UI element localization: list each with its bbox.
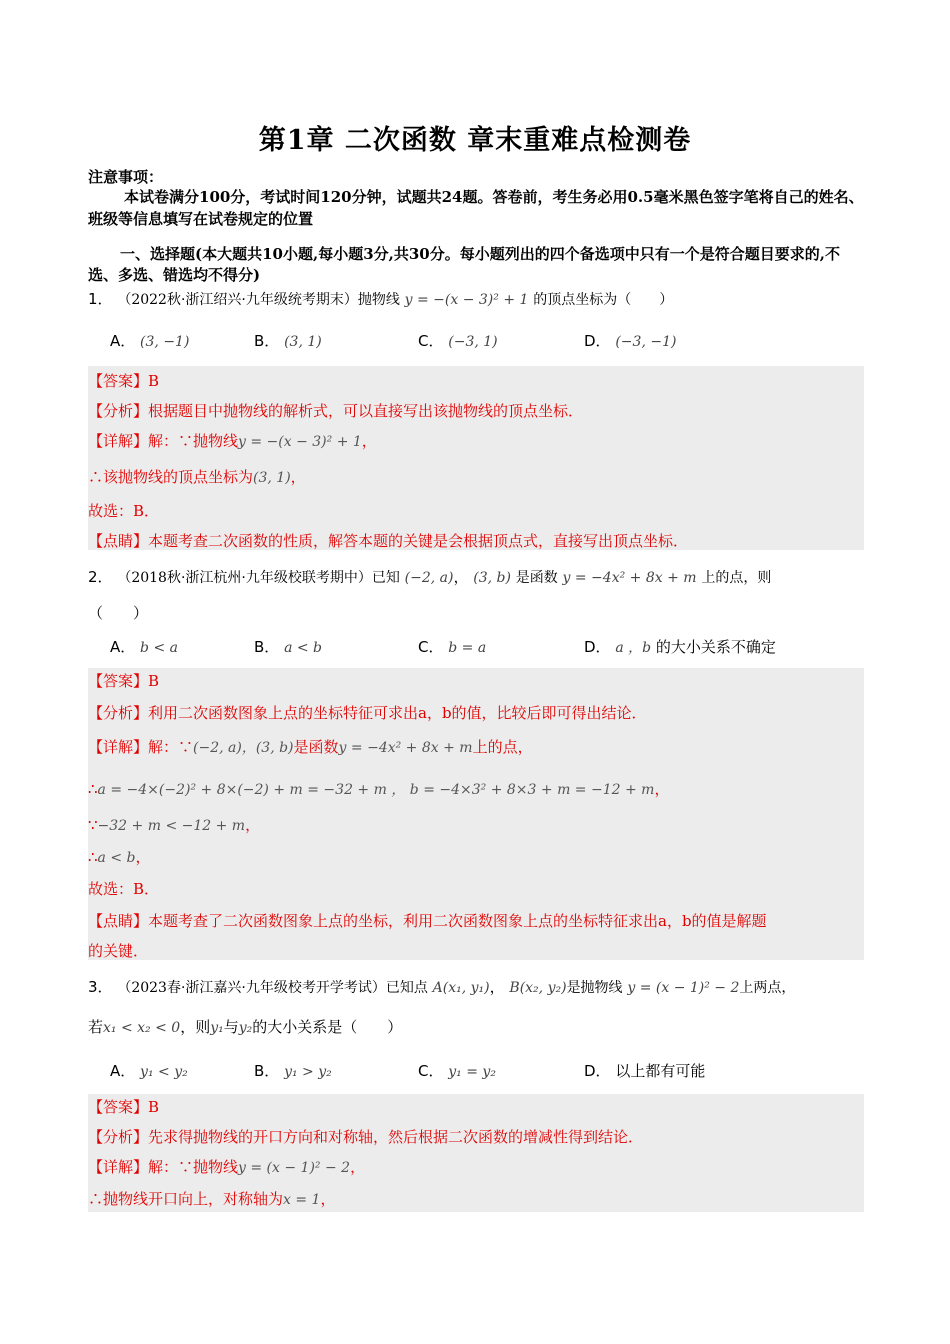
options-q3	[110, 1060, 870, 1084]
detail-line: 【详解】解：∵抛物线y = (x − 1)² − 2，	[88, 1158, 366, 1176]
option-d[interactable]: D． (−3, −1)	[584, 332, 677, 350]
question-number: 3．	[88, 978, 113, 996]
question-text-tail: 的顶点坐标为（ ）	[533, 292, 674, 308]
comment-line-2: 的关键．	[88, 942, 149, 960]
question-text: （2023春·浙江嘉兴·九年级校考开学考试）已知点	[117, 980, 428, 996]
math-expression: y = −(x − 3)² + 1	[404, 292, 529, 308]
option-a[interactable]: A． y₁ < y₂	[110, 1062, 188, 1080]
option-b[interactable]: B． (3, 1)	[254, 332, 322, 350]
option-b[interactable]: B． y₁ > y₂	[254, 1062, 332, 1080]
option-c[interactable]: C． b = a	[418, 638, 487, 656]
comment-line: 【点睛】本题考查了二次函数图象上点的坐标，利用二次函数图象上点的坐标特征求出a，b的值是解题	[88, 912, 767, 930]
analysis-line: 【分析】根据题目中抛物线的解析式，可以直接写出该抛物线的顶点坐标．	[88, 402, 584, 420]
option-b[interactable]: B． a < b	[254, 638, 323, 656]
question-text: （2018秋·浙江杭州·九年级校联考期中）已知	[117, 570, 400, 586]
question-3: 3． （2023春·浙江嘉兴·九年级校考开学考试）已知点 A(x₁, y₁)， B(x₂, y₂)是抛物线 y = (x − 1)² − 2上两点，	[88, 978, 796, 996]
answer-line: 【答案】B	[88, 1098, 160, 1116]
answer-line: 【答案】B	[88, 372, 160, 390]
answer-line: 【答案】B	[88, 672, 160, 690]
analysis-line: 【分析】利用二次函数图象上点的坐标特征可求出a，b的值，比较后即可得出结论．	[88, 704, 647, 722]
solution-box-q3	[88, 1094, 864, 1212]
detail-line-b: ∵−32 + m < −12 + m，	[88, 816, 261, 834]
question-number: 1．	[88, 290, 113, 308]
section-heading: 一、选择题(本大题共10小题,每小题3分,共30分。每小题列出的四个备选项中只有一个是符合题目要求的,不选、多选、错选均不得分)	[88, 245, 840, 284]
option-d[interactable]: D． 以上都有可能	[584, 1062, 706, 1080]
detail-line-2: ∴抛物线开口向上，对称轴为x = 1，	[88, 1190, 336, 1208]
option-a[interactable]: A． (3, −1)	[110, 332, 190, 350]
choose-line: 故选：B．	[88, 502, 160, 520]
option-c[interactable]: C． (−3, 1)	[418, 332, 498, 350]
page-title: 第1章 二次函数 章末重难点检测卷	[258, 125, 692, 156]
comment-line: 【点睛】本题考查二次函数的性质，解答本题的关键是会根据顶点式，直接写出顶点坐标．	[88, 532, 689, 550]
question-3-line2: 若x₁ < x₂ < 0，则y₁与y₂的大小关系是（ ）	[88, 1018, 403, 1036]
choose-line: 故选：B．	[88, 880, 160, 898]
question-text: （2022秋·浙江绍兴·九年级统考期末）抛物线	[117, 292, 400, 308]
question-2: 2． （2018秋·浙江杭州·九年级校联考期中）已知 (−2, a)， (3, b) 是函数 y = −4x² + 8x + m 上的点，则	[88, 568, 772, 586]
detail-line: 【详解】解：∵抛物线y = −(x − 3)² + 1，	[88, 432, 377, 450]
detail-line: 【详解】解：∵(−2, a)，(3, b)是函数y = −4x² + 8x + m上的点，	[88, 738, 533, 756]
solution-box-q2	[88, 668, 864, 960]
notice-heading: 注意事项：	[88, 168, 164, 186]
question-2-line2: （ ）	[88, 604, 149, 622]
detail-line-c: ∴a < b，	[88, 848, 151, 866]
detail-line-a: ∴a = −4×(−2)² + 8×(−2) + m = −32 + m ， b = −4×3² + 8×3 + m = −12 + m，	[88, 780, 670, 798]
option-a[interactable]: A． b < a	[110, 638, 178, 656]
question-1	[88, 288, 864, 311]
options-q2	[110, 636, 870, 660]
options-q1	[110, 330, 870, 354]
question-number: 2．	[88, 568, 113, 586]
option-d[interactable]: D． a ，b 的大小关系不确定	[584, 638, 776, 656]
detail-line-2: ∴该抛物线的顶点坐标为(3, 1)，	[88, 468, 306, 486]
notice-body: 本试卷满分100分，考试时间120分钟，试题共24题。答卷前，考生务必用0.5毫米黑色签字笔将自己的姓名、班级等信息填写在试卷规定的位置	[88, 188, 864, 228]
option-c[interactable]: C． y₁ = y₂	[418, 1062, 496, 1080]
analysis-line: 【分析】先求得抛物线的开口方向和对称轴，然后根据二次函数的增减性得到结论．	[88, 1128, 644, 1146]
solution-box-q1	[88, 366, 864, 550]
